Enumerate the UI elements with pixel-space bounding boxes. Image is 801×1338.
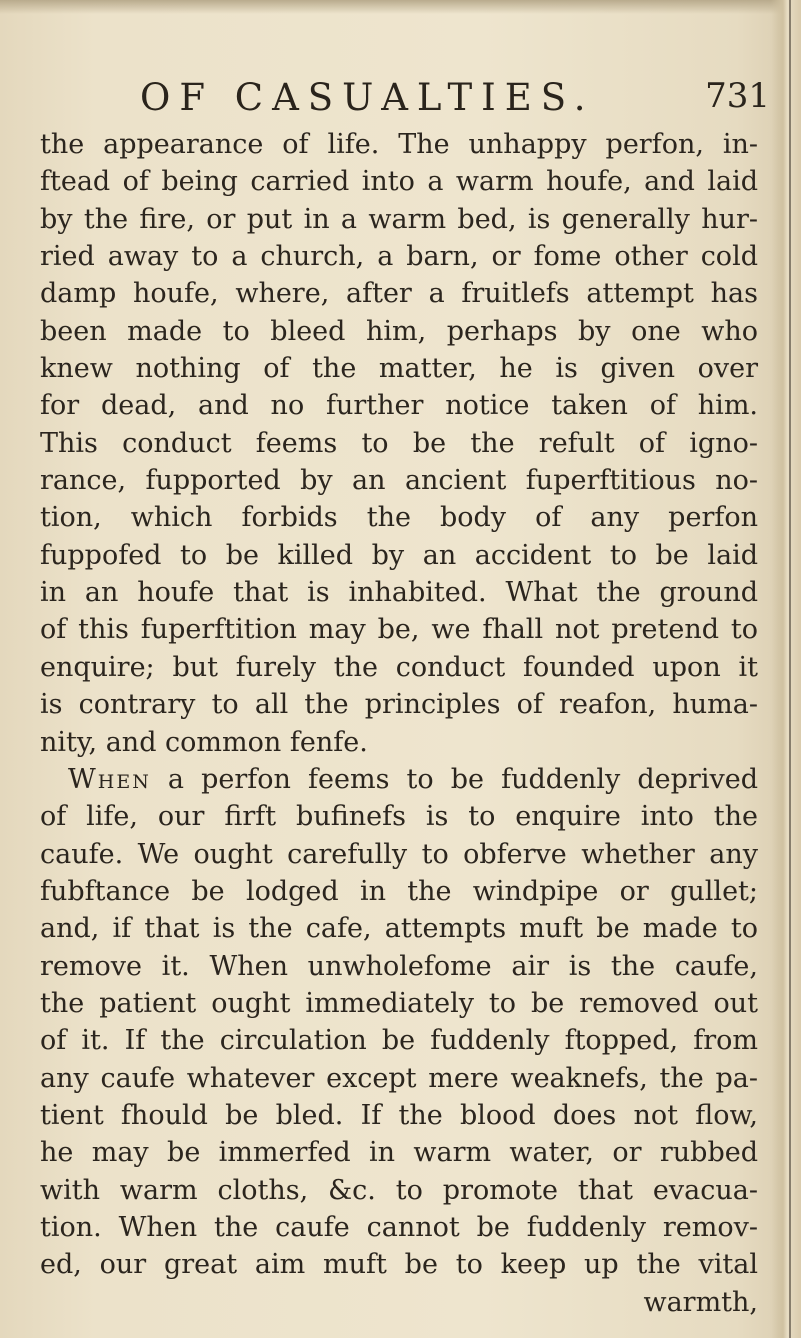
text-line: nity, and common fenfe.	[40, 726, 368, 758]
text-line: of this fuperftition may be, we fhall not pretend to	[40, 614, 758, 646]
text-line: with warm cloths, &c. to promote that evacua-	[40, 1174, 758, 1206]
catchword: warmth,	[643, 1286, 758, 1318]
text-line: is contrary to all the principles of reafon, huma-	[40, 689, 758, 721]
text-line: caufe. We ought carefully to obferve whether any	[40, 838, 758, 870]
page-edge-line	[789, 0, 791, 1338]
text-line: fubftance be lodged in the windpipe or gullet;	[40, 875, 758, 907]
text-line: been made to bleed him, perhaps by one who	[40, 315, 758, 347]
text-line: remove it. When unwholefome air is the caufe,	[40, 950, 758, 982]
text-line: of it. If the circulation be fuddenly ftopped, from	[40, 1025, 758, 1057]
text-line: and, if that is the cafe, attempts muft be made to	[40, 913, 758, 945]
page-top-shadow	[0, 0, 801, 14]
text-line: This conduct feems to be the refult of igno-	[40, 427, 758, 459]
page-gutter-edge	[771, 0, 801, 1338]
text-line: in an houfe that is inhabited. What the ground	[40, 577, 758, 609]
text-line: damp houfe, where, after a fruitlefs attempt has	[40, 278, 758, 310]
body-text	[40, 126, 758, 1321]
text-line: fuppofed to be killed by an accident to be laid	[40, 539, 758, 571]
text-line: any caufe whatever except mere weaknefs, the pa-	[40, 1062, 758, 1094]
text-line: by the fire, or put in a warm bed, is generally hur-	[40, 203, 758, 235]
running-head: OF CASUALTIES.	[140, 76, 595, 119]
text-line: tient fhould be bled. If the blood does not flow,	[40, 1099, 758, 1131]
text-line: enquire; but furely the conduct founded upon it	[40, 651, 758, 683]
text-line: he may be immerfed in warm water, or rubbed	[40, 1137, 758, 1169]
page-number: 731	[705, 76, 770, 116]
text-line: knew nothing of the matter, he is given over	[40, 353, 758, 385]
text-line: for dead, and no further notice taken of him.	[40, 390, 758, 422]
text-line: tion, which forbids the body of any perfon	[40, 502, 758, 534]
text-line: ed, our great aim muft be to keep up the vital	[40, 1249, 758, 1281]
text-line: of life, our firft bufinefs is to enquire into the	[40, 801, 758, 833]
page-header	[140, 72, 770, 122]
text-line-rest: a perfon feems to be fuddenly deprived	[167, 763, 758, 795]
text-line: the appearance of life. The unhappy perfon, in-	[40, 129, 758, 160]
text-line: ftead of being carried into a warm houfe, and laid	[40, 166, 758, 198]
text-line: ried away to a church, a barn, or fome other cold	[40, 241, 758, 273]
paragraph-first-line	[40, 761, 758, 798]
text-line: rance, fupported by an ancient fuperftitious no-	[40, 465, 758, 497]
text-line: the patient ought immediately to be removed out	[40, 987, 758, 1019]
text-line: tion. When the caufe cannot be fuddenly remov-	[40, 1211, 758, 1243]
paragraph-lead-word: When	[68, 763, 151, 795]
